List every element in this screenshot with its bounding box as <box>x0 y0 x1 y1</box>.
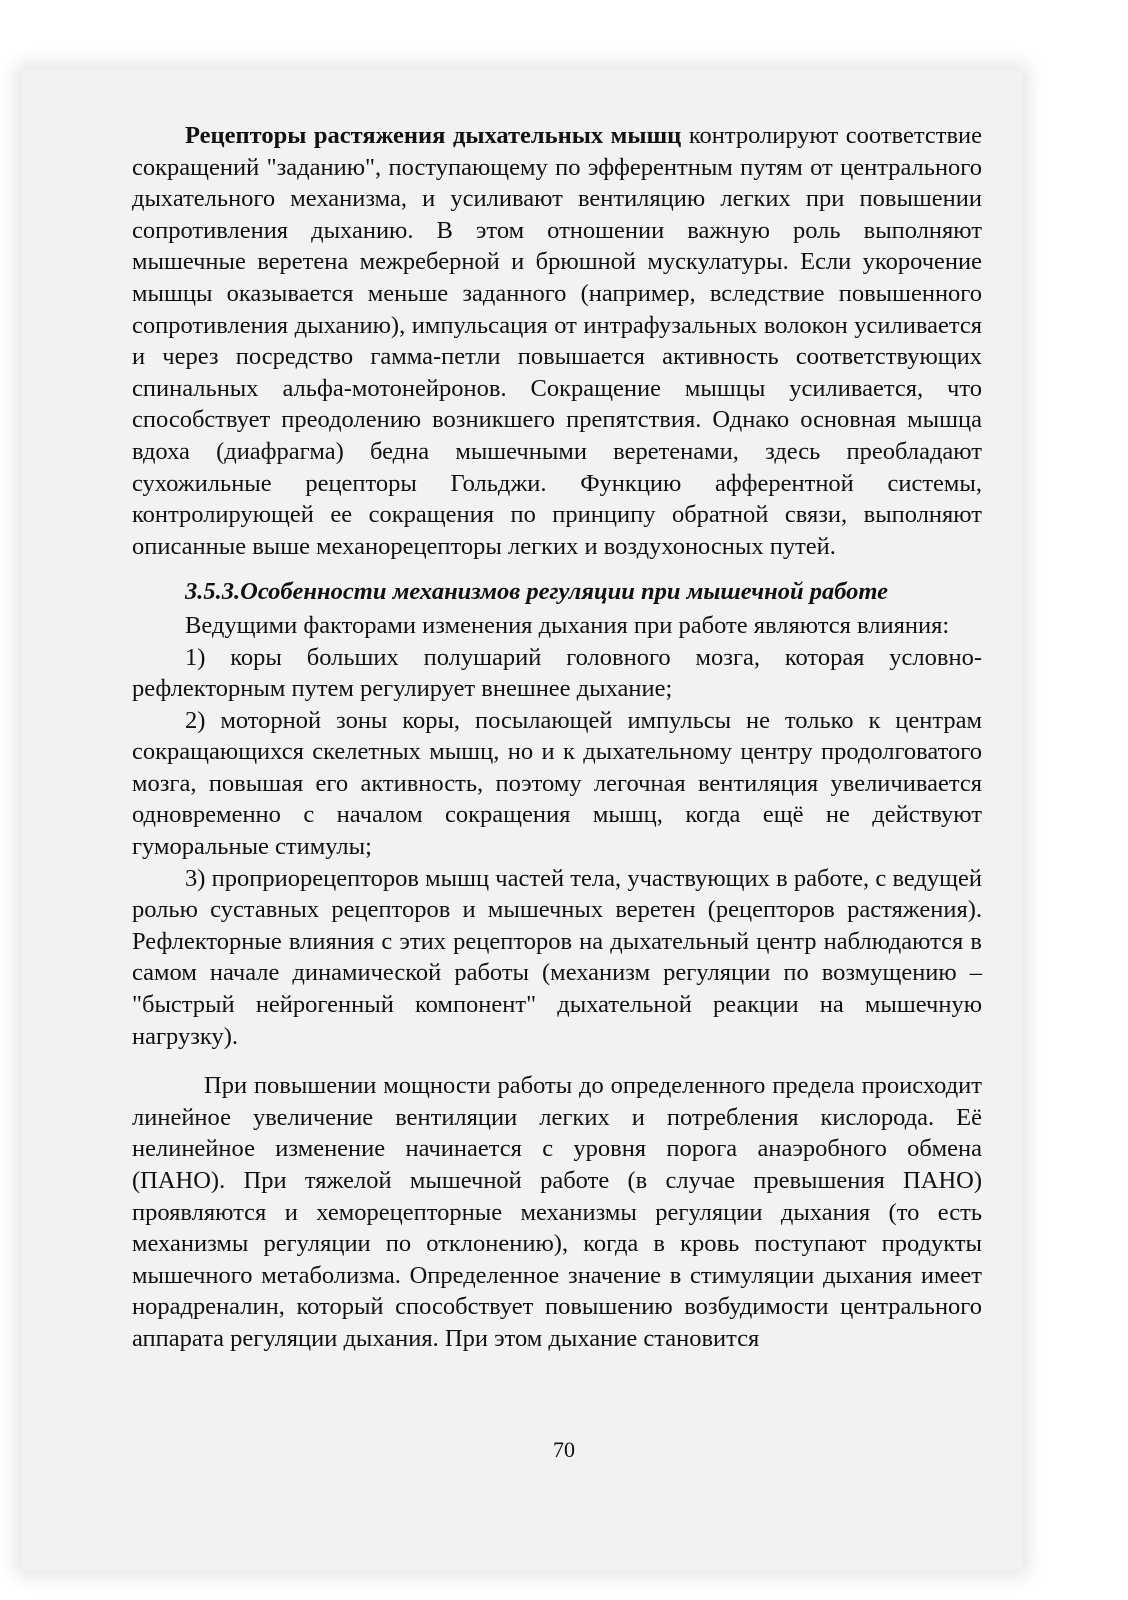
list-item: 3) проприорецепторов мышц частей тела, участвующих в работе, с ведущей ролью суставных рецепторов и мышечных веретен (рецепторов растяжения). Рефлекторные влияния с этих рецепторов на дыхательный центр наблюдаются в самом начале динамической работы (механизм регуляции по возмущению – "быстрый нейрогенный компонент" дыхательной реакции на мышечную нагрузку). <box>132 864 982 1050</box>
list-intro: Ведущими факторами изменения дыхания при работе являются влияния: <box>185 611 950 639</box>
paragraph-power: При повышении мощности работы до определенного предела происходит линейное увеличение вентиляции легких и потребления кислорода. Её нелинейное изменение начинается с уровня порога анаэробного обмена (ПАНО). При тяжелой мышечной работе (в случае превышения ПАНО) проявляются и хеморецепторные механизмы регуляции дыхания (то есть механизмы регуляции по отклонению), когда в кровь поступают продукты мышечного метаболизма. Определенное значение в стимуляции дыхания имеет норадреналин, который способствует повышению возбудимости центрального аппарата регуляции дыхания. При этом дыхание становится <box>132 1072 982 1352</box>
paragraph-receptors <box>132 120 982 562</box>
paragraph-body: контролируют соответствие сокращений "заданию", поступающему по эфферентным путям от центрального дыхательного механизма, и усиливают вентиляцию легких при повышении сопротивления дыханию. В этом отношении важную роль выполняют мышечные веретена межреберной и брюшной мускулатуры. Если укорочение мышцы оказывается меньше заданного (например, вследствие повышенного сопротивления дыханию), импульсация от интрафузальных волокон усиливается и через посредство гамма-петли повышается активность соответствующих спинальных альфа-мотонейронов. Сокращение мышцы усиливается, что способствует преодолению возникшего препятствия. Однако основная мышца вдоха (диафрагма) бедна мышечными веретенами, здесь преобладают сухожильные рецепторы Гольджи. Функцию афферентной системы, контролирующей ее сокращения по принципу обратной связи, выполняют описанные выше механорецепторы легких и воздухоносных путей. <box>132 122 982 560</box>
list-item: 1) коры больших полушарий головного мозга, которая условно-рефлекторным путем регулирует внешнее дыхание; <box>132 643 982 703</box>
section-heading: 3.5.3.Особенности механизмов регуляции при мышечной работе <box>185 578 889 606</box>
list-item: 2) моторной зоны коры, посылающей импульсы не только к центрам сокращающихся скелетных мышц, но и к дыхательному центру продолговатого мозга, повышая его активность, поэтому легочная вентиляция увеличивается одновременно с началом сокращения мышц, когда ещё не действуют гуморальные стимулы; <box>132 706 982 861</box>
page-text <box>132 120 982 1355</box>
paragraph-lead-bold: Рецепторы растяжения дыхательных мышц <box>185 122 682 149</box>
page-number: 70 <box>553 1437 575 1462</box>
